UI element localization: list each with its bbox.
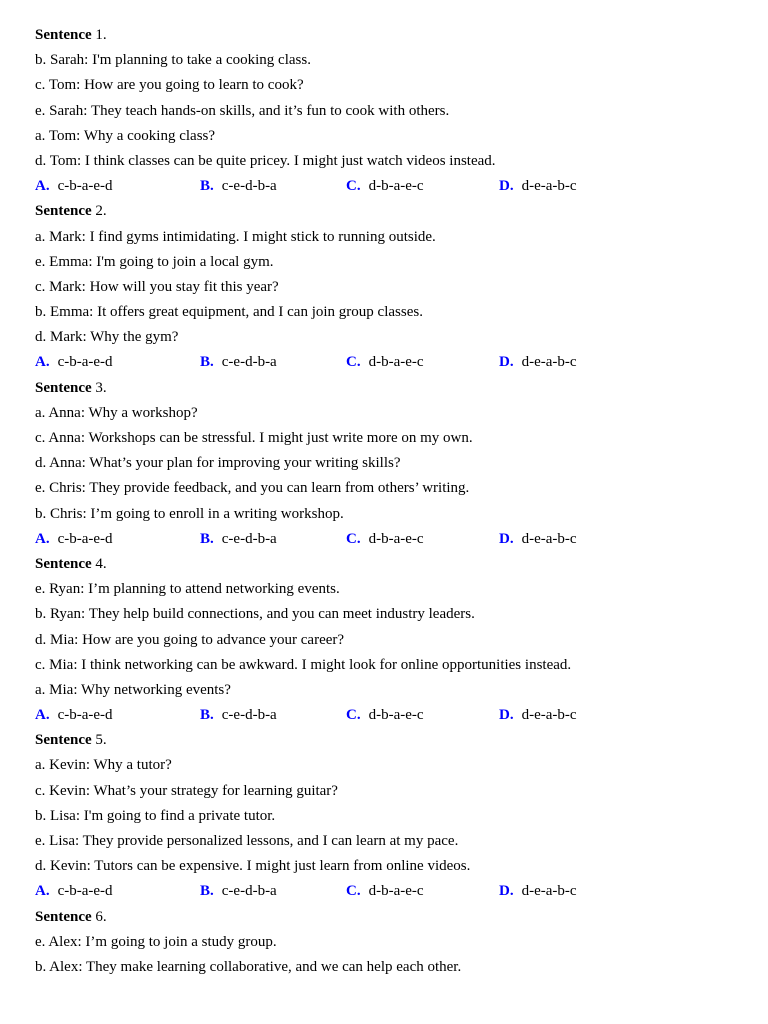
option-text: d-b-a-e-c — [368, 354, 424, 371]
dialogue-line: d. Mark: Why the gym? — [35, 329, 179, 346]
dialogue-line: a. Kevin: Why a tutor? — [35, 757, 172, 774]
option-letter: C. — [346, 530, 361, 547]
answer-option-c[interactable] — [346, 703, 424, 728]
dialogue-line: b. Sarah: I'm planning to take a cooking class. — [35, 52, 311, 69]
sentence-label: Sentence — [35, 27, 92, 43]
answer-option-a[interactable] — [35, 879, 113, 904]
option-letter: A. — [35, 530, 50, 547]
dialogue-line: e. Chris: They provide feedback, and you can learn from others’ writing. — [35, 480, 470, 497]
sentence-label: Sentence — [35, 379, 92, 396]
option-letter: A. — [35, 707, 50, 724]
answer-options — [0, 879, 768, 904]
sentence-heading — [0, 905, 768, 930]
option-letter: B. — [200, 530, 214, 547]
dialogue-line: b. Ryan: They help build connections, and you can meet industry leaders. — [35, 606, 475, 623]
option-text: d-b-a-e-c — [368, 707, 424, 724]
dialogue-line: c. Kevin: What’s your strategy for learning guitar? — [35, 782, 338, 799]
sentence-number: 6. — [95, 908, 107, 925]
answer-options — [0, 527, 768, 552]
dialogue-line: a. Mark: I find gyms intimidating. I might stick to running outside. — [35, 228, 436, 245]
answer-option-b[interactable] — [200, 879, 277, 904]
option-letter: B. — [200, 354, 214, 371]
answer-option-d[interactable] — [499, 174, 577, 199]
dialogue-line: b. Alex: They make learning collaborative, and we can help each other. — [35, 958, 462, 975]
dialogue-line: e. Emma: I'm going to join a local gym. — [35, 253, 274, 270]
dialogue-line: a. Tom: Why a cooking class? — [35, 127, 216, 144]
dialogue-line: e. Sarah: They teach hands-on skills, and it’s fun to cook with others. — [35, 102, 450, 119]
option-letter: D. — [499, 883, 514, 900]
option-letter: C. — [346, 178, 361, 195]
dialogue-line: d. Tom: I think classes can be quite pricey. I might just watch videos instead. — [35, 152, 496, 169]
answer-option-b[interactable] — [200, 703, 277, 728]
option-text: d-e-a-b-c — [521, 354, 577, 371]
option-letter: D. — [499, 707, 514, 724]
option-text: c-e-d-b-a — [221, 883, 277, 900]
sentence-heading — [0, 728, 768, 753]
option-letter: C. — [346, 707, 361, 724]
dialogue-line: c. Mark: How will you stay fit this year? — [35, 278, 279, 295]
option-text: c-b-a-e-d — [57, 883, 113, 900]
option-letter: B. — [200, 883, 214, 900]
option-text: d-e-a-b-c — [521, 530, 577, 547]
option-text: c-e-d-b-a — [221, 178, 277, 195]
dialogue-line: d. Anna: What’s your plan for improving your writing skills? — [35, 455, 401, 472]
answer-option-b[interactable] — [200, 174, 277, 199]
sentence-number: 4. — [95, 555, 107, 572]
option-letter: C. — [346, 883, 361, 900]
answer-option-d[interactable] — [499, 703, 577, 728]
dialogue-line: c. Anna: Workshops can be stressful. I might just write more on my own. — [35, 430, 473, 446]
option-letter: D. — [499, 178, 514, 195]
option-letter: A. — [35, 354, 50, 371]
dialogue-line: c. Tom: How are you going to learn to cook? — [35, 77, 304, 94]
answer-option-a[interactable] — [35, 703, 113, 728]
answer-option-d[interactable] — [499, 527, 577, 552]
option-text: c-b-a-e-d — [57, 707, 113, 724]
answer-option-d[interactable] — [499, 350, 577, 375]
answer-options — [0, 350, 768, 375]
sentence-label: Sentence — [35, 555, 92, 572]
answer-option-a[interactable] — [35, 527, 113, 552]
option-text: d-b-a-e-c — [368, 883, 424, 900]
sentence-label: Sentence — [35, 908, 92, 925]
option-text: c-b-a-e-d — [57, 178, 113, 195]
sentence-number: 3. — [95, 379, 107, 396]
option-text: c-b-a-e-d — [57, 354, 113, 371]
dialogue-line: a. Mia: Why networking events? — [35, 681, 231, 698]
sentence-number: 1. — [95, 27, 107, 43]
answer-option-a[interactable] — [35, 350, 113, 375]
option-text: d-e-a-b-c — [521, 178, 577, 195]
sentence-label: Sentence — [35, 203, 92, 220]
option-letter: D. — [499, 530, 514, 547]
dialogue-line: d. Mia: How are you going to advance your career? — [35, 631, 345, 648]
option-text: c-e-d-b-a — [221, 530, 277, 547]
option-text: c-b-a-e-d — [57, 530, 113, 547]
option-text: d-e-a-b-c — [521, 883, 577, 900]
dialogue-line: b. Lisa: I'm going to find a private tutor. — [35, 807, 276, 824]
answer-option-b[interactable] — [200, 527, 277, 552]
dialogue-line: e. Lisa: They provide personalized lessons, and I can learn at my pace. — [35, 833, 459, 849]
option-text: c-e-d-b-a — [221, 354, 277, 371]
option-letter: D. — [499, 354, 514, 371]
option-letter: C. — [346, 354, 361, 371]
answer-option-c[interactable] — [346, 879, 424, 904]
sentence-heading — [0, 376, 768, 401]
answer-options — [0, 174, 768, 199]
dialogue-line: e. Ryan: I’m planning to attend networking events. — [35, 581, 340, 598]
option-text: c-e-d-b-a — [221, 707, 277, 724]
dialogue-line: c. Mia: I think networking can be awkward. I might look for online opportunities instead. — [35, 656, 572, 673]
dialogue-line: a. Anna: Why a workshop? — [35, 404, 198, 421]
sentence-heading — [0, 199, 768, 224]
dialogue-line: e. Alex: I’m going to join a study group. — [35, 933, 277, 950]
option-text: d-b-a-e-c — [368, 530, 424, 547]
option-text: d-b-a-e-c — [368, 178, 424, 195]
answer-option-c[interactable] — [346, 350, 424, 375]
answer-option-b[interactable] — [200, 350, 277, 375]
sentence-heading — [0, 23, 768, 48]
answer-option-c[interactable] — [346, 174, 424, 199]
option-letter: B. — [200, 178, 214, 195]
dialogue-line: d. Kevin: Tutors can be expensive. I might just learn from online videos. — [35, 858, 471, 875]
answer-option-d[interactable] — [499, 879, 577, 904]
option-letter: A. — [35, 883, 50, 900]
sentence-label: Sentence — [35, 732, 92, 749]
dialogue-line: b. Emma: It offers great equipment, and I can join group classes. — [35, 304, 423, 321]
sentence-heading — [0, 552, 768, 577]
answer-options — [0, 703, 768, 728]
sentence-number: 5. — [95, 732, 107, 749]
option-text: d-e-a-b-c — [521, 707, 577, 724]
option-letter: A. — [35, 178, 50, 195]
answer-option-a[interactable] — [35, 174, 113, 199]
answer-option-c[interactable] — [346, 527, 424, 552]
dialogue-line: b. Chris: I’m going to enroll in a writing workshop. — [35, 505, 344, 522]
option-letter: B. — [200, 707, 214, 724]
sentence-number: 2. — [95, 203, 107, 220]
